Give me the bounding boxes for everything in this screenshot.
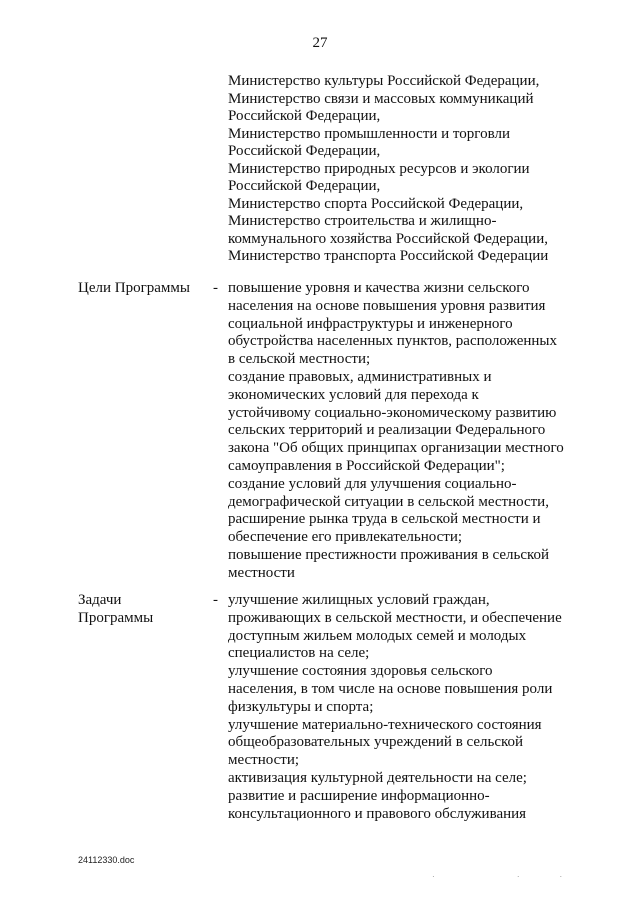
tasks-line: доступным жильем молодых семей и молодых [228,627,527,644]
tasks-line: населения, в том числе на основе повышения роли [228,680,553,697]
ministry-line: Министерство промышленности и торговли [228,125,510,142]
tasks-dash: - [213,592,218,608]
tasks-line: улучшение состояния здоровья сельского [228,663,493,680]
tasks-label-line: Задачи [78,592,122,608]
tasks-line: развитие и расширение информационно- [228,787,490,804]
tasks-line: улучшение материально-технического состояния [228,716,542,733]
ministry-line: Российской Федерации, [228,178,381,194]
goals-line: демографической ситуации в сельской местности, [228,493,549,510]
ministry-line: Российской Федерации, [228,143,381,159]
ministry-line: Российской Федерации, [228,108,381,124]
tasks-line: консультационного и правового обслуживания [228,805,527,822]
goals-text [228,280,628,583]
ministry-line: Министерство транспорта Российской Федерации [228,248,549,264]
goals-line: закона "Об общих принципах организации местного [228,440,564,457]
tasks-line: местности; [228,752,300,769]
goals-line: населения на основе повышения уровня развития [228,297,546,314]
goals-label: Цели Программы [78,280,190,296]
ministry-line: Министерство связи и массовых коммуникаций [228,90,534,107]
page-number: 27 [312,35,328,51]
goals-line: в сельской местности; [228,351,371,368]
tasks-label [78,592,208,628]
goals-line: обустройства населенных пунктов, расположенных [228,333,557,350]
goals-line: самоуправления в Российской Федерации"; [228,457,505,474]
scan-artifact-marks: · ·· [432,872,603,881]
tasks-text [228,592,628,823]
goals-line: устойчивому социально-экономическому развитию [228,404,557,421]
goals-line: создание условий для улучшения социально- [228,475,517,492]
goals-line: повышение уровня и качества жизни сельского [228,280,530,296]
tasks-line: общеобразовательных учреждений в сельской [228,734,524,751]
goals-line: социальной инфраструктуры и инженерного [228,315,513,332]
tasks-line: специалистов на селе; [228,645,370,662]
ministry-line: Министерство природных ресурсов и экологии [228,160,530,177]
goals-line: сельских территорий и реализации Федерального [228,422,546,439]
goals-line: повышение престижности проживания в сельской [228,546,550,563]
tasks-label-line: Программы [78,609,154,626]
ministries-list [228,73,628,266]
tasks-line: улучшение жилищных условий граждан, [228,592,490,608]
ministry-line: Министерство строительства и жилищно- [228,213,497,229]
goals-line: местности [228,564,295,581]
tasks-line: физкультуры и спорта; [228,698,374,715]
goals-line: расширение рынка труда в сельской местности и [228,511,541,528]
ministry-line: коммунального хозяйства Российской Федерации, [228,230,548,247]
goals-dash: - [213,280,218,296]
document-code: 24112330.doc [78,855,135,865]
ministry-line: Министерство спорта Российской Федерации, [228,195,524,212]
tasks-line: активизация культурной деятельности на селе; [228,769,527,786]
goals-line: экономических условий для перехода к [228,386,479,403]
goals-line: создание правовых, административных и [228,368,492,385]
ministry-line: Министерство культуры Российской Федерации, [228,73,540,89]
tasks-line: проживающих в сельской местности, и обеспечение [228,609,562,626]
goals-line: обеспечение его привлекательности; [228,529,463,546]
